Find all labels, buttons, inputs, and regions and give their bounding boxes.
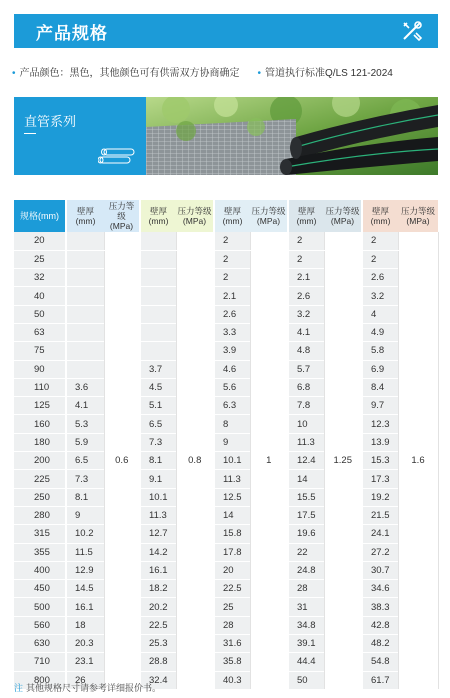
thickness-cell: 15.3 [362,452,398,470]
thickness-cell: 7.8 [288,397,324,415]
tools-icon [400,19,424,43]
thickness-cell: 10.1 [214,452,250,470]
thickness-cell: 12.9 [66,561,104,579]
size-cell: 355 [14,543,66,561]
size-cell: 160 [14,415,66,433]
thickness-cell: 17.8 [214,543,250,561]
thickness-cell: 5.1 [140,397,176,415]
table-row [14,506,438,524]
thickness-cell: 9 [214,433,250,451]
thickness-cell: 9.1 [140,470,176,488]
thickness-cell [140,250,176,268]
table-row [14,452,438,470]
thickness-cell [66,342,104,360]
table-row [14,488,438,506]
thickness-cell: 20.2 [140,598,176,616]
thickness-cell: 11.3 [288,433,324,451]
thickness-cell [66,360,104,378]
banner-panel [14,97,146,175]
thickness-cell: 9 [66,506,104,524]
thickness-cell: 18.2 [140,580,176,598]
size-cell: 125 [14,397,66,415]
thickness-cell: 2.1 [288,269,324,287]
table-row [14,342,438,360]
table-row [14,323,438,341]
header-pressure-4: 压力等级 (MPa) [324,200,362,232]
thickness-cell: 34.8 [288,616,324,634]
thickness-cell: 14.5 [66,580,104,598]
thickness-cell: 5.7 [288,360,324,378]
header-pressure-2: 压力等级 (MPa) [176,200,214,232]
thickness-cell: 3.2 [288,305,324,323]
thickness-cell: 16.1 [66,598,104,616]
size-cell: 75 [14,342,66,360]
thickness-cell: 38.3 [362,598,398,616]
size-cell: 800 [14,671,66,689]
thickness-cell: 44.4 [288,653,324,671]
pressure-cell: 1.6 [398,232,438,689]
thickness-cell: 9.7 [362,397,398,415]
size-cell: 20 [14,232,66,250]
thickness-cell: 5.3 [66,415,104,433]
thickness-cell: 7.3 [140,433,176,451]
thickness-cell: 24.1 [362,525,398,543]
thickness-cell: 22.5 [214,580,250,598]
thickness-cell: 16.1 [140,561,176,579]
thickness-cell: 18 [66,616,104,634]
thickness-cell: 2 [288,250,324,268]
thickness-cell [140,342,176,360]
size-cell: 400 [14,561,66,579]
table-row [14,470,438,488]
thickness-cell: 32.4 [140,671,176,689]
table-row [14,397,438,415]
thickness-cell: 25 [214,598,250,616]
footnote [14,681,161,694]
spec-table [14,200,439,690]
thickness-cell: 54.8 [362,653,398,671]
thickness-cell: 7.3 [66,470,104,488]
thickness-cell: 13.9 [362,433,398,451]
series-banner [14,97,438,175]
thickness-cell: 11.3 [214,470,250,488]
thickness-cell [66,232,104,250]
thickness-cell [66,305,104,323]
thickness-cell [140,287,176,305]
bullet-icon: • [12,68,16,79]
size-cell: 225 [14,470,66,488]
thickness-cell: 17.5 [288,506,324,524]
thickness-cell: 35.8 [214,653,250,671]
thickness-cell: 61.7 [362,671,398,689]
thickness-cell: 5.9 [66,433,104,451]
thickness-cell: 24.8 [288,561,324,579]
thickness-cell: 3.3 [214,323,250,341]
thickness-cell [140,269,176,287]
pressure-cell: 0.8 [176,232,214,689]
thickness-cell: 2 [214,269,250,287]
table-row [14,269,438,287]
note-standard [258,64,393,79]
thickness-cell: 5.8 [362,342,398,360]
thickness-cell: 4.6 [214,360,250,378]
thickness-cell: 2 [214,250,250,268]
bullet-icon: • [257,68,262,79]
header-pressure-5: 压力等级 (MPa) [398,200,438,232]
thickness-cell: 2.6 [214,305,250,323]
thickness-cell: 12.7 [140,525,176,543]
thickness-cell: 12.3 [362,415,398,433]
header-size: 规格(mm) [14,200,66,232]
size-cell: 110 [14,378,66,396]
thickness-cell: 22 [288,543,324,561]
table-row [14,305,438,323]
thickness-cell: 2 [288,232,324,250]
thickness-cell: 4 [362,305,398,323]
table-row [14,360,438,378]
thickness-cell: 5.6 [214,378,250,396]
thickness-cell: 2 [362,232,398,250]
thickness-cell: 20 [214,561,250,579]
table-row [14,561,438,579]
thickness-cell: 15.8 [214,525,250,543]
thickness-cell: 19.6 [288,525,324,543]
thickness-cell [140,232,176,250]
pressure-cell: 1.25 [324,232,362,689]
pipes-icon [98,147,138,165]
title-underline [24,133,36,134]
note-color-text: 产品颜色：黑色，其他颜色可有供需双方协商确定 [19,68,240,79]
notes-line [12,64,442,79]
size-cell: 40 [14,287,66,305]
table-row [14,635,438,653]
thickness-cell: 30.7 [362,561,398,579]
thickness-cell: 14 [214,506,250,524]
thickness-cell: 21.5 [362,506,398,524]
thickness-cell: 19.2 [362,488,398,506]
thickness-cell [66,250,104,268]
note-standard-text: 管道执行标准Q/LS 121-2024 [265,68,393,79]
table-header-row [14,200,438,232]
size-cell: 630 [14,635,66,653]
size-cell: 90 [14,360,66,378]
size-cell: 710 [14,653,66,671]
thickness-cell: 27.2 [362,543,398,561]
thickness-cell: 6.9 [362,360,398,378]
thickness-cell: 6.3 [214,397,250,415]
header-thickness-4: 壁厚 (mm) [288,200,324,232]
table-row [14,653,438,671]
thickness-cell: 3.7 [140,360,176,378]
thickness-cell: 10.2 [66,525,104,543]
thickness-cell [66,287,104,305]
thickness-cell: 31.6 [214,635,250,653]
table-row [14,415,438,433]
table-row [14,543,438,561]
size-cell: 180 [14,433,66,451]
thickness-cell: 8.1 [66,488,104,506]
thickness-cell: 14 [288,470,324,488]
thickness-cell: 6.8 [288,378,324,396]
header-thickness-5: 壁厚 (mm) [362,200,398,232]
thickness-cell: 39.1 [288,635,324,653]
thickness-cell: 17.3 [362,470,398,488]
thickness-cell: 11.5 [66,543,104,561]
thickness-cell: 42.8 [362,616,398,634]
size-cell: 500 [14,598,66,616]
greenhouse-pipes-photo [146,97,438,175]
thickness-cell: 4.1 [288,323,324,341]
thickness-cell: 28.8 [140,653,176,671]
table-row [14,598,438,616]
thickness-cell: 2 [362,250,398,268]
thickness-cell: 4.9 [362,323,398,341]
thickness-cell: 48.2 [362,635,398,653]
thickness-cell: 2.6 [362,269,398,287]
size-cell: 250 [14,488,66,506]
section-title: 产品规格 [36,23,108,43]
footnote-text: 其他规格尺寸请参考详细报价书。 [26,683,162,693]
thickness-cell: 4.5 [140,378,176,396]
thickness-cell: 6.5 [140,415,176,433]
size-cell: 50 [14,305,66,323]
thickness-cell [66,323,104,341]
thickness-cell: 20.3 [66,635,104,653]
table-row [14,378,438,396]
thickness-cell: 34.6 [362,580,398,598]
thickness-cell: 12.5 [214,488,250,506]
header-pressure-3: 压力等级 (MPa) [250,200,288,232]
size-cell: 450 [14,580,66,598]
header-thickness-2: 壁厚 (mm) [140,200,176,232]
thickness-cell: 2.1 [214,287,250,305]
table-row [14,250,438,268]
size-cell: 63 [14,323,66,341]
thickness-cell: 2.6 [288,287,324,305]
thickness-cell: 28 [288,580,324,598]
thickness-cell: 12.4 [288,452,324,470]
thickness-cell: 6.5 [66,452,104,470]
size-cell: 560 [14,616,66,634]
size-cell: 280 [14,506,66,524]
thickness-cell: 22.5 [140,616,176,634]
table-row [14,232,438,250]
thickness-cell: 4.1 [66,397,104,415]
thickness-cell: 3.9 [214,342,250,360]
thickness-cell: 40.3 [214,671,250,689]
thickness-cell: 11.3 [140,506,176,524]
pressure-cell: 1 [250,232,288,689]
table-row [14,433,438,451]
size-cell: 315 [14,525,66,543]
thickness-cell: 2 [214,232,250,250]
thickness-cell [140,305,176,323]
thickness-cell: 14.2 [140,543,176,561]
thickness-cell [140,323,176,341]
footnote-mark: 注 [14,683,24,693]
thickness-cell: 8.1 [140,452,176,470]
thickness-cell: 10 [288,415,324,433]
thickness-cell: 26 [66,671,104,689]
thickness-cell: 23.1 [66,653,104,671]
table-row [14,525,438,543]
thickness-cell: 4.8 [288,342,324,360]
thickness-cell: 10.1 [140,488,176,506]
pressure-cell: 0.6 [104,232,140,689]
thickness-cell: 50 [288,671,324,689]
table-row [14,287,438,305]
thickness-cell: 8.4 [362,378,398,396]
series-title: 直管系列 [24,114,77,129]
thickness-cell: 25.3 [140,635,176,653]
thickness-cell: 3.6 [66,378,104,396]
thickness-cell: 8 [214,415,250,433]
table-row [14,616,438,634]
thickness-cell: 15.5 [288,488,324,506]
size-cell: 32 [14,269,66,287]
header-pressure-1: 压力等级 (MPa) [104,200,140,232]
thickness-cell: 28 [214,616,250,634]
size-cell: 200 [14,452,66,470]
header-thickness-1: 壁厚 (mm) [66,200,104,232]
size-cell: 25 [14,250,66,268]
thickness-cell [66,269,104,287]
table-row [14,580,438,598]
section-header [14,14,438,48]
header-thickness-3: 壁厚 (mm) [214,200,250,232]
thickness-cell: 31 [288,598,324,616]
thickness-cell: 3.2 [362,287,398,305]
note-color [12,64,240,79]
